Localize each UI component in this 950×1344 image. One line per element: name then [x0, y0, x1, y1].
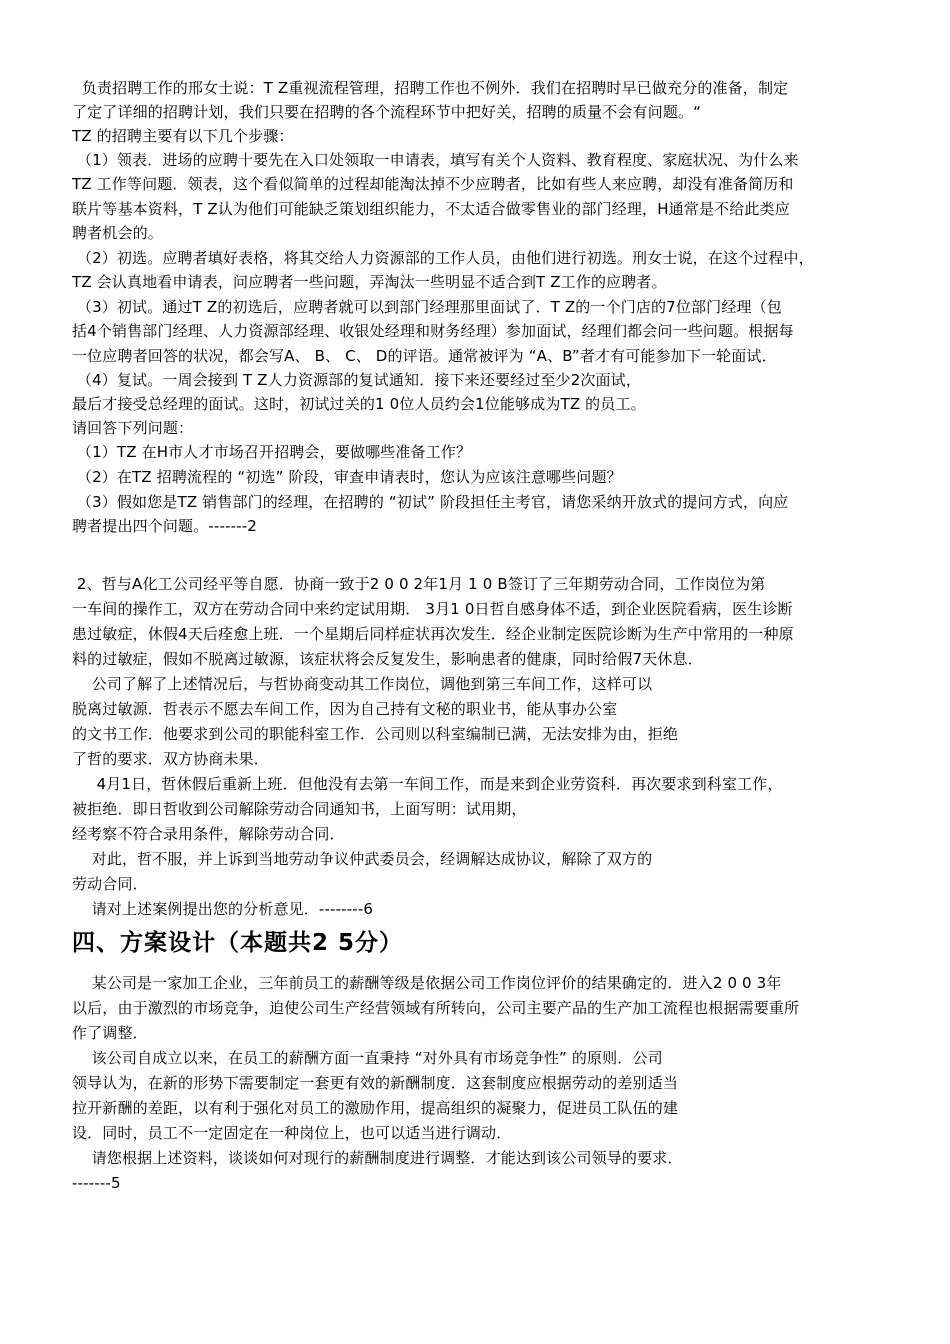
paragraph-line: 经考察不符合录用条件，解除劳动合同． [72, 825, 345, 843]
paragraph-line: （3）初试。通过T Z的初选后，应聘者就可以到部门经理那里面试了．T Z的一个门店的7位部门经理（包 [72, 298, 782, 316]
question-line: 请对上述案例提出您的分析意见．--------6 [72, 900, 374, 918]
paragraph-line: TZ 工作等问题．领表，这个看似简单的过程却能淘汰掉不少应聘者，比如有些人来应聘，却没有准备简历和 [72, 175, 794, 193]
paragraph-line: 了定了详细的招聘计划，我们只要在招聘的各个流程环节中把好关，招聘的质量不会有问题。“ [72, 103, 702, 121]
paragraph-line: 负责招聘工作的邢女士说：T Z重视流程管理，招聘工作也不例外．我们在招聘时早已做充分的准备，制定 [72, 79, 789, 97]
paragraph-line: （4）复试。一周会接到 T Z人力资源部的复试通知．接下来还要经过至少2次面试， [72, 371, 641, 389]
paragraph-line: 一车间的操作工，双方在劳动合同中来约定试用期． 3月1 0日哲自感身体不适，到企业医院看病，医生诊断 [72, 600, 793, 618]
paragraph-line: 公司了解了上述情况后，与哲协商变动其工作岗位，调他到第三车间工作，这样可以 [72, 675, 653, 693]
paragraph-line: 一位应聘者回答的状况，都会写A、 B、 C、 D的评语。通常被评为 “A、B”者才有可能参加下一轮面试． [72, 347, 777, 365]
paragraph-line: （1）领表．进场的应聘十要先在入口处领取一申请表，填写有关个人资料、教育程度、家庭状况、为什么来 [72, 151, 799, 169]
paragraph-line: 该公司自成立以来，在员工的薪酬方面一直秉持 “对外具有市场竞争性” 的原则．公司 [72, 1049, 663, 1067]
paragraph-line: 的文书工作．他要求到公司的职能科室工作．公司则以科室编制已满，无法安排为由，拒绝 [72, 725, 679, 743]
questions-heading: 请回答下列问题： [72, 419, 194, 437]
paragraph-line: 被拒绝．即日哲收到公司解除劳动合同通知书，上面写明：试用期， [72, 800, 527, 818]
paragraph-line: 脱离过敏源．哲表示不愿去车间工作，因为自己持有文秘的职业书，能从事办公室 [72, 700, 618, 718]
paragraph-line: 设．同时，员工不一定固定在一种岗位上，也可以适当进行调动． [72, 1124, 512, 1142]
paragraph-line: 4月1日，哲休假后重新上班．但他没有去第一车间工作，而是来到企业劳资科．再次要求到科室工作， [72, 775, 783, 793]
paragraph-line: （2）初选。应聘者填好表格，将其交给人力资源部的工作人员，由他们进行初选。刑女士说，在这个过程中， [72, 249, 814, 267]
section-heading: 四、方案设计（本题共2 5分） [72, 930, 404, 956]
question-line: 聘者提出四个问题。-------2 [72, 517, 257, 535]
question-line: （2）在TZ 招聘流程的 “初选” 阶段，审查申请表时，您认为应该注意哪些问题？ [72, 468, 622, 486]
paragraph-line: 聘者机会的。 [72, 224, 163, 242]
question-line: （1）TZ 在H市人才市场召开招聘会，要做哪些准备工作？ [72, 443, 472, 461]
paragraph-line: 领导认为，在新的形势下需要制定一套更有效的新酬制度．这套制度应根据劳动的差别适当 [72, 1074, 679, 1092]
paragraph-line: 某公司是一家加工企业，三年前员工的薪酬等级是依据公司工作岗位评价的结果确定的．进入2 0 0 3年 [72, 974, 782, 992]
paragraph-line: 联片等基本资料，T Z认为他们可能缺乏策划组织能力，不太适合做零售业的部门经理，H通常是不给此类应 [72, 200, 790, 218]
paragraph-line: 对此，哲不服，并上诉到当地劳动争议仲武委员会，经调解达成协议，解除了双方的 [72, 850, 653, 868]
paragraph-line: TZ 会认真地看申请表，问应聘者一些问题，弄淘汰一些明显不适合到T Z工作的应聘者。 [72, 273, 667, 291]
paragraph-line: 2、哲与A化工公司经平等自愿．协商一致于2 0 0 2年1月 1 0 B签订了三年期劳动合同，工作岗位为第 [72, 575, 766, 593]
paragraph-line: 了哲的要求．双方协商未果． [72, 750, 269, 768]
paragraph-line: 患过敏症，休假4天后痊愈上班．一个星期后同样症状再次发生．经企业制定医院诊断为生产中常用的一种原 [72, 625, 794, 643]
paragraph-line: TZ 的招聘主要有以下几个步骤： [72, 127, 294, 145]
question-line: 请您根据上述资料，谈谈如何对现行的薪酬制度进行调整．才能达到该公司领导的要求． [72, 1149, 683, 1167]
paragraph-line: 括4个销售部门经理、人力资源部经理、收银处经理和财务经理）参加面试，经理们都会问一些问题。根据每 [72, 322, 794, 340]
question-line: （3）假如您是TZ 销售部门的经理，在招聘的 “初试” 阶段担任主考官，请您采纳开放式的提问方式，向应 [72, 493, 789, 511]
paragraph-line: 作了调整． [72, 1024, 148, 1042]
paragraph-line: 拉开新酬的差距，以有利于强化对员工的激励作用，提高组织的凝聚力，促进员工队伍的建 [72, 1099, 679, 1117]
score-marker: -------5 [72, 1174, 121, 1192]
paragraph-line: 以后，由于激烈的市场竞争，迫使公司生产经营领域有所转向，公司主要产品的生产加工流程也根据需要重所 [72, 999, 800, 1017]
paragraph-line: 劳动合同． [72, 875, 148, 893]
paragraph-line: 最后才接受总经理的面试。这时，初试过关的1 0位人员约会1位能够成为TZ 的员工。 [72, 395, 646, 413]
paragraph-line: 料的过敏症，假如不脱离过敏源，该症状将会反复发生，影响患者的健康，同时给假7天休息． [72, 650, 703, 668]
